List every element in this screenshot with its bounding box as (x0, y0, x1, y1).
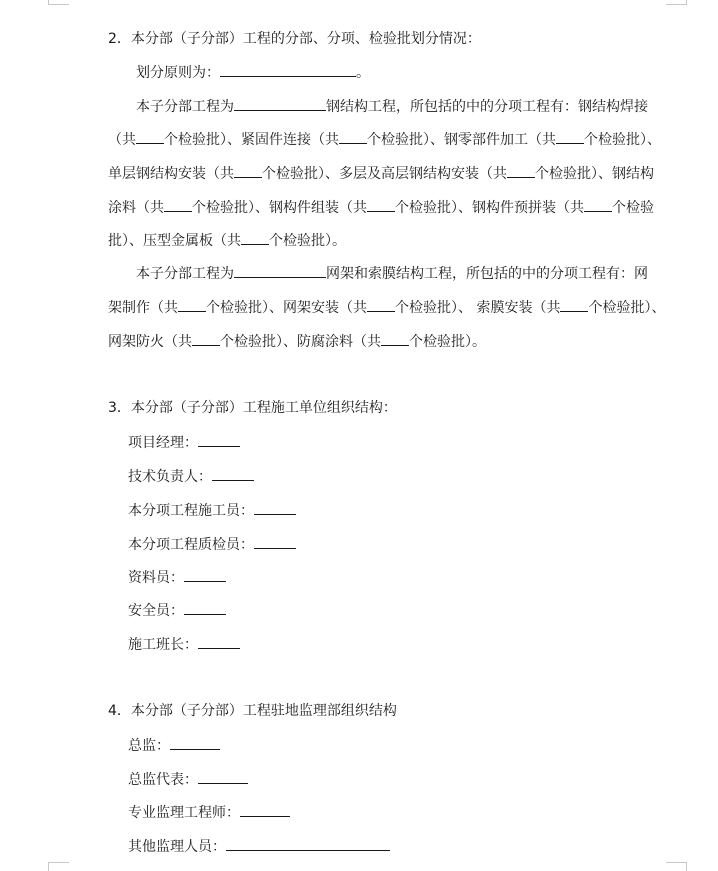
blank-field[interactable] (254, 534, 296, 549)
blank-field[interactable] (254, 500, 296, 515)
blank-field[interactable] (339, 129, 367, 144)
page-corner-mark (666, 0, 687, 5)
blank-field[interactable] (234, 263, 326, 278)
para1-line2: （共 个检验批）、紧固件连接（共 个检验批）、钢零部件加工（共 个检验批）、 (108, 129, 668, 149)
section4-heading: 4．本分部（子分部）工程驻地监理部组织结构 (108, 703, 397, 719)
blank-field[interactable] (234, 163, 262, 178)
blank-field[interactable] (164, 197, 192, 212)
blank-field[interactable] (367, 197, 395, 212)
org-item-construction-staff: 本分项工程施工员： (128, 500, 668, 520)
section3-heading: 3．本分部（子分部）工程施工单位组织结构： (108, 400, 397, 416)
blank-field[interactable] (136, 129, 164, 144)
blank-field[interactable] (240, 802, 290, 817)
blank-field[interactable] (184, 600, 226, 615)
blank-field[interactable] (198, 432, 240, 447)
blank-field[interactable] (198, 769, 248, 784)
blank-field[interactable] (556, 129, 584, 144)
blank-field[interactable] (367, 297, 395, 312)
supervision-item-others: 其他监理人员： (128, 836, 668, 856)
para1-line4: 涂料（共 个检验批）、钢构件组装（共 个检验批）、钢构件预拼装（共 个检验 (108, 197, 668, 217)
para1-line1: 本子分部工程为 钢结构工程，所包括的中的分项工程有：钢结构焊接 (136, 96, 668, 116)
principle-line: 划分原则为： 。 (136, 62, 668, 82)
org-item-documentation: 资料员： (128, 567, 668, 587)
blank-field[interactable] (198, 634, 240, 649)
org-item-quality-inspector: 本分项工程质检员： (128, 534, 668, 554)
blank-field[interactable] (381, 331, 409, 346)
blank-field[interactable] (234, 96, 326, 111)
para1-line3: 单层钢结构安装（共 个检验批）、多层及高层钢结构安装（共 个检验批）、钢结构 (108, 163, 668, 183)
org-item-team-leader: 施工班长： (128, 634, 668, 654)
blank-field[interactable] (178, 297, 206, 312)
page-corner-mark (48, 0, 69, 5)
blank-field[interactable] (241, 230, 269, 245)
blank-field[interactable] (584, 197, 612, 212)
section2-heading: 2．本分部（子分部）工程的分部、分项、检验批划分情况： (108, 31, 481, 47)
blank-field[interactable] (184, 567, 226, 582)
para1-line5: 批）、压型金属板（共 个检验批）。 (108, 230, 668, 250)
supervision-item-chief-rep: 总监代表： (128, 769, 668, 789)
supervision-item-chief: 总监： (128, 735, 668, 755)
blank-field[interactable] (192, 331, 220, 346)
blank-field[interactable] (560, 297, 588, 312)
blank-field[interactable] (212, 466, 254, 481)
supervision-item-engineer: 专业监理工程师： (128, 802, 668, 822)
para2-line1: 本子分部工程为 网架和索膜结构工程，所包括的中的分项工程有：网 (136, 263, 668, 283)
blank-field[interactable] (507, 163, 535, 178)
para2-line3: 网架防火（共 个检验批）、防腐涂料（共 个检验批）。 (108, 331, 668, 351)
org-item-safety: 安全员： (128, 600, 668, 620)
blank-field[interactable] (220, 62, 356, 77)
org-item-project-manager: 项目经理： (128, 432, 668, 452)
blank-field[interactable] (226, 836, 390, 851)
blank-field[interactable] (170, 735, 220, 750)
org-item-tech-lead: 技术负责人： (128, 466, 668, 486)
para2-line2: 架制作（共 个检验批）、网架安装（共 个检验批）、 索膜安装（共 个检验批）、 (108, 297, 668, 317)
